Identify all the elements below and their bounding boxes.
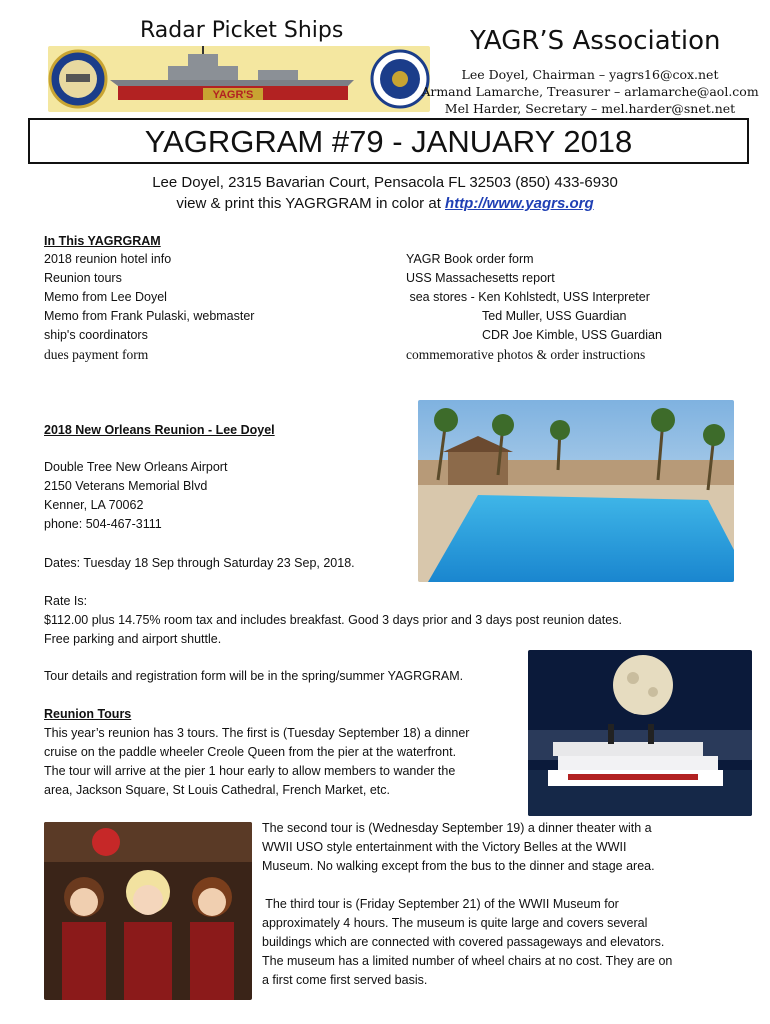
victory-belles-photo bbox=[44, 822, 252, 1000]
paragraph-line: The second tour is (Wednesday September 19) a dinner theater with a bbox=[262, 821, 652, 835]
tour-details-note: Tour details and registration form will be in the spring/summer YAGRGRAM. bbox=[44, 669, 464, 683]
riverboat-photo bbox=[528, 650, 752, 816]
association-right-title: YAGR’S Association bbox=[470, 26, 721, 56]
hotel-line: phone: 504-467-3111 bbox=[44, 517, 162, 531]
officer-secretary: Mel Harder, Secretary – mel.harder@snet.net bbox=[444, 101, 736, 116]
paragraph-line: a first come first served basis. bbox=[262, 973, 428, 987]
newsletter-title-box bbox=[28, 118, 749, 164]
toc-item: Memo from Frank Pulaski, webmaster bbox=[44, 309, 255, 323]
hotel-line: 2150 Veterans Memorial Blvd bbox=[44, 479, 208, 493]
toc-item: YAGR Book order form bbox=[406, 252, 534, 266]
toc-item: dues payment form bbox=[44, 347, 149, 362]
reunion-dates: Dates: Tuesday 18 Sep through Saturday 23 Sep, 2018. bbox=[44, 556, 355, 570]
hotel-pool-photo bbox=[418, 400, 734, 582]
third-tour-paragraph bbox=[262, 895, 742, 990]
newsletter-title: YAGRGRAM #79 - JANUARY 2018 bbox=[144, 124, 633, 159]
association-left-title: Radar Picket Ships bbox=[140, 18, 344, 43]
paragraph-line: approximately 4 hours. The museum is quite large and covers several bbox=[262, 916, 648, 930]
toc-right-column bbox=[406, 250, 706, 364]
paragraph-line: area, Jackson Square, St Louis Cathedral, French Market, etc. bbox=[44, 783, 391, 797]
paragraph-line: buildings which are connected with covered passageways and elevators. bbox=[262, 935, 665, 949]
officer-chairman: Lee Doyel, Chairman – yagrs16@cox.net bbox=[461, 67, 719, 82]
website-link[interactable]: http://www.yagrs.org bbox=[445, 195, 594, 212]
hotel-address bbox=[44, 458, 227, 534]
hotel-line: Kenner, LA 70062 bbox=[44, 498, 144, 512]
contact-block bbox=[0, 172, 770, 214]
reunion-heading: 2018 New Orleans Reunion - Lee Doyel bbox=[44, 423, 275, 437]
ship-illustration bbox=[48, 46, 430, 112]
paragraph-line: The tour will arrive at the pier 1 hour early to allow members to wander the bbox=[44, 764, 456, 778]
toc-item: sea stores - Ken Kohlstedt, USS Interpreter bbox=[406, 290, 650, 304]
paragraph-line: Museum. No walking except from the bus to the dinner and stage area. bbox=[262, 859, 655, 873]
rate-line: Free parking and airport shuttle. bbox=[44, 632, 222, 646]
toc-item: USS Massachesetts report bbox=[406, 271, 555, 285]
hotel-line: Double Tree New Orleans Airport bbox=[44, 460, 228, 474]
ship-banner-label: YAGR'S bbox=[212, 89, 254, 101]
toc-left-column bbox=[44, 250, 254, 364]
tours-heading: Reunion Tours bbox=[44, 707, 132, 721]
rate-line: $112.00 plus 14.75% room tax and includes breakfast. Good 3 days prior and 3 days post reunion dates. bbox=[44, 613, 622, 627]
toc-item: Ted Muller, USS Guardian bbox=[482, 309, 627, 323]
officers-list bbox=[420, 66, 760, 117]
ship-banner bbox=[48, 46, 430, 112]
second-tour-paragraph bbox=[262, 819, 742, 876]
first-tour-paragraph bbox=[44, 724, 524, 800]
paragraph-line: The third tour is (Friday September 21) of the WWII Museum for bbox=[262, 897, 619, 911]
paragraph-line: WWII USO style entertainment with the Victory Belles at the WWII bbox=[262, 840, 627, 854]
rate-label: Rate Is: bbox=[44, 594, 88, 608]
toc-item: ship's coordinators bbox=[44, 328, 148, 342]
toc-item: commemorative photos & order instructions bbox=[406, 347, 646, 362]
rate-block bbox=[44, 592, 622, 649]
paragraph-line: cruise on the paddle wheeler Creole Queen from the pier at the waterfront. bbox=[44, 745, 457, 759]
paragraph-line: The museum has a limited number of wheel chairs at no cost. They are on bbox=[262, 954, 673, 968]
toc-heading: In This YAGRGRAM bbox=[44, 234, 161, 248]
print-line bbox=[0, 193, 770, 214]
paragraph-line: This year’s reunion has 3 tours. The first is (Tuesday September 18) a dinner bbox=[44, 726, 470, 740]
officer-treasurer: Armand Lamarche, Treasurer – arlamarche@aol.com bbox=[421, 84, 759, 99]
toc-item: CDR Joe Kimble, USS Guardian bbox=[482, 328, 662, 342]
toc-item: 2018 reunion hotel info bbox=[44, 252, 172, 266]
address-line: Lee Doyel, 2315 Bavarian Court, Pensacola FL 32503 (850) 433-6930 bbox=[152, 174, 618, 191]
print-line-text: view & print this YAGRGRAM in color at bbox=[176, 195, 446, 212]
toc-item: Memo from Lee Doyel bbox=[44, 290, 167, 304]
toc-item: Reunion tours bbox=[44, 271, 122, 285]
